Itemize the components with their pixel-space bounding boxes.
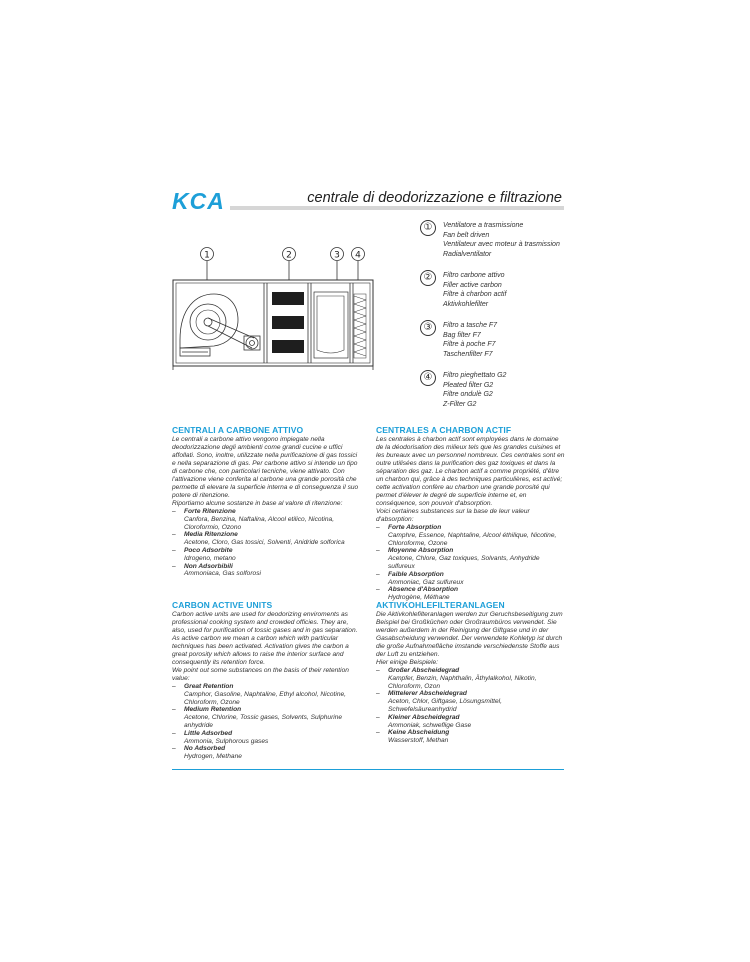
- retention-list: [376, 524, 566, 602]
- legend-line-de: Taschenfilter F7: [443, 350, 493, 358]
- page-subtitle: centrale di deodorizzazione e filtrazione: [307, 190, 562, 206]
- item-title: Forte Absorption: [388, 524, 442, 531]
- legend-item: [420, 370, 580, 420]
- component-legend: [420, 220, 580, 420]
- item-title: Little Adsorbed: [184, 729, 233, 737]
- callout-number-3: 3: [334, 250, 340, 261]
- carbon-filter-block-3: [272, 340, 304, 353]
- item-title: Moyenne Absorption: [388, 547, 454, 555]
- legend-line-de: Aktivkohlefilter: [443, 300, 489, 308]
- legend-item: [420, 220, 580, 270]
- section-intro: Voici certaines substances sur la base de leur valeur d'absorption:: [376, 508, 530, 523]
- item-desc: Camphor, Gasoline, Naphtaline, Ethyl alcohol, Nicotine, Chloroform, Ozone: [184, 690, 347, 706]
- carbon-filter-block-1: [272, 292, 304, 305]
- footer-divider: [172, 769, 564, 770]
- item-desc: Hydrogen, Methane: [184, 753, 242, 761]
- list-item: – Forte Absorption Camphre, Essence, Naphtaline, Alcool éthilique, Nicotine, Chloroforme, Ozone: [376, 524, 566, 547]
- legend-line-it: Ventilatore a trasmissione: [443, 222, 524, 229]
- item-desc: Acetone, Chlorine, Tossic gases, Solvents, Sulphurine anhydride: [184, 714, 343, 729]
- item-desc: Kampfer, Benzin, Naphthalin, Äthylalkohol, Nikotin, Chloroform, Ozon: [388, 674, 537, 690]
- retention-list: [172, 683, 362, 761]
- section-body: Die Aktivkohlefilteranlagen werden zur Geruchsbeseitigung zum Beispiel bei Großküchen oder Großraumbüros verwendet. Sie werden außerdem in der Reinigung der Giftgase und in der Gasabscheidung verwendet. Der verwendete Kohletyp ist durch die große Aufnahmefläche imstande verschiedenste Stoffe aus der Luft zu entziehen.: [376, 611, 563, 658]
- list-item: – No Adsorbed Hydrogen, Methane: [172, 745, 362, 761]
- fan-wheel: [190, 304, 226, 340]
- unit-diagram: [172, 244, 392, 374]
- section-title: CARBON ACTIVE UNITS: [172, 600, 273, 610]
- item-title: Forte Ritenzione: [184, 508, 236, 515]
- item-title: Poco Adsorbite: [184, 546, 233, 554]
- list-item: – Poco Adsorbite Idrogeno, metano: [172, 547, 362, 563]
- item-desc: Ammoniaca, Gas solforosi: [184, 570, 261, 578]
- callout-number-1: 1: [204, 250, 210, 261]
- legend-line-en: Bag filter F7: [443, 331, 481, 339]
- section-german: [376, 600, 566, 745]
- carbon-filter-block-2: [272, 316, 304, 329]
- item-desc: Ammoniac, Gaz sulfureux: [388, 578, 464, 586]
- section-intro: Hier einige Beispiele:: [376, 659, 438, 666]
- section-italian: [172, 425, 362, 578]
- section-intro: We point out some substances on the basis of their retention value:: [172, 667, 349, 682]
- section-english: [172, 600, 362, 761]
- item-title: No Adsorbed: [184, 745, 226, 753]
- legend-number: ③: [420, 320, 436, 336]
- legend-line-it: Filtro carbone attivo: [443, 272, 505, 279]
- list-item: – Mittelerer Abscheidegrad Aceton, Chlor, Giftgase, Lösungsmittel, Schwefelsäureanhydrid: [376, 690, 566, 713]
- legend-number: ①: [420, 220, 436, 236]
- section-body: Les centrales à charbon actif sont employées dans le domaine de la déodorisation des milieux tels que les grandes cuisines et les bureaux avec un personnel nombreux. Ces centrales sont en outre utilisées dans la purification des gaz toxiques et dans la séparation des gaz. Le charbon actif a comme propriété, d'être un charbon qui, grâce à des techniques particulières, est activé; cette activation confère au charbon une grande porosité qui permet d'élever le degré de superficie interne et, en conséquence, son pouvoir d'absorption.: [376, 436, 565, 507]
- drive-belt: [208, 318, 254, 338]
- item-title: Absence d'Absorption: [388, 586, 459, 594]
- item-title: Great Retention: [184, 683, 234, 690]
- legend-item: [420, 320, 580, 370]
- section-body: Le centrali a carbone attivo vengono impiegate nella deodorizzazione degli ambienti come grandi cucine e uffici affollati. Sono, inoltre, utilizzate nella purificazione di gas tossici e nella separazione di gas. Per carbone attivo si intende un tipo di carbone che, con particolari tecniche, viene attivato. Con l'attivazione viene conferita al carbone una grande porosità che permette di elevare la superficie interna e di conseguenza il suo potere di ritenzione.: [172, 436, 359, 499]
- item-title: Media Ritenzione: [184, 531, 238, 539]
- list-item: – Forte Ritenzione Canfora, Benzina, Naftalina, Alcool etilico, Nicotina, Cloroformio, Ozono: [172, 508, 362, 531]
- item-title: Faible Absorption: [388, 570, 444, 578]
- section-french: [376, 425, 566, 602]
- list-item: – Faible Absorption Ammoniac, Gaz sulfureux: [376, 571, 566, 587]
- retention-list: [172, 508, 362, 578]
- section-title: CENTRALI A CARBONE ATTIVO: [172, 425, 304, 435]
- legend-line-it: Filtro pieghettato G2: [443, 372, 507, 379]
- item-desc: Wasserstoff, Methan: [388, 737, 449, 745]
- item-title: Medium Retention: [184, 706, 242, 714]
- item-title: Mittelerer Abscheidegrad: [388, 690, 467, 698]
- header-divider-bar: [230, 206, 564, 210]
- item-desc: Acetone, Chlore, Gaz toxiques, Solvants, Anhydride sulfureux: [388, 555, 540, 570]
- list-item: – Absence d'Absorption Hydrogène, Méthane: [376, 586, 566, 602]
- list-item: – Medium Retention Acetone, Chlorine, Tossic gases, Solvents, Sulphurine anhydride: [172, 706, 362, 729]
- item-title: Kleiner Abscheidegrad: [388, 713, 460, 721]
- list-item: – Media Ritenzione Acetone, Cloro, Gas tossici, Solventi, Anidride solforica: [172, 531, 362, 547]
- callout-number-4: 4: [355, 250, 361, 261]
- callout-number-2: 2: [286, 250, 292, 261]
- item-desc: Aceton, Chlor, Giftgase, Lösungsmittel, Schwefelsäureanhydrid: [388, 698, 502, 713]
- legend-line-fr: Filtre à charbon actif: [443, 291, 507, 298]
- legend-line-de: Radialventilator: [443, 250, 492, 258]
- section-title: CENTRALES A CHARBON ACTIF: [376, 425, 512, 435]
- section-intro: Riportiamo alcune sostanze in base al valore di ritenzione:: [172, 500, 343, 507]
- item-desc: Ammonia, Sulphorous gases: [184, 737, 269, 745]
- item-desc: Canfora, Benzina, Naftalina, Alcool etilico, Nicotina, Cloroformio, Ozono: [184, 515, 335, 531]
- legend-line-de: Z-Filter G2: [443, 400, 477, 408]
- list-item: – Non Adsorbibili Ammoniaca, Gas solforosi: [172, 563, 362, 579]
- item-title: Non Adsorbibili: [184, 562, 233, 570]
- list-item: – Kleiner Abscheidegrad Ammoniak, schweflige Gase: [376, 714, 566, 730]
- item-desc: Idrogeno, metano: [184, 554, 236, 562]
- legend-line-en: Filler active carbon: [443, 281, 502, 289]
- bag-filter: [314, 292, 348, 358]
- item-desc: Ammoniak, schweflige Gase: [388, 721, 472, 729]
- legend-line-fr: Ventilateur avec moteur à trasmission: [443, 241, 560, 248]
- pleated-filter: [354, 294, 366, 358]
- legend-line-it: Filtro a tasche F7: [443, 322, 498, 329]
- item-desc: Camphre, Essence, Naphtaline, Alcool éthilique, Nicotine, Chloroforme, Ozone: [388, 531, 557, 547]
- legend-line-en: Pleated filter G2: [443, 381, 494, 389]
- list-item: – Großer Abscheidegrad Kampfer, Benzin, Naphthalin, Äthylalkohol, Nikotin, Chloroform, Ozon: [376, 667, 566, 690]
- legend-item: [420, 270, 580, 320]
- legend-number: ②: [420, 270, 436, 286]
- legend-line-en: Fan belt driven: [443, 231, 490, 239]
- item-desc: Hydrogène, Méthane: [388, 594, 450, 602]
- list-item: – Great Retention Camphor, Gasoline, Naphtaline, Ethyl alcohol, Nicotine, Chloroform, Ozone: [172, 683, 362, 706]
- list-item: – Keine Abscheidung Wasserstoff, Methan: [376, 729, 566, 745]
- list-item: – Moyenne Absorption Acetone, Chlore, Gaz toxiques, Solvants, Anhydride sulfureux: [376, 547, 566, 570]
- list-item: – Little Adsorbed Ammonia, Sulphorous gases: [172, 730, 362, 746]
- legend-number: ④: [420, 370, 436, 386]
- retention-list: [376, 667, 566, 745]
- legend-line-fr: Filtre ondulè G2: [443, 391, 493, 398]
- item-title: Großer Abscheidegrad: [388, 667, 460, 674]
- kca-logo: KCA: [172, 188, 225, 214]
- item-desc: Acetone, Cloro, Gas tossici, Solventi, Anidride solforica: [184, 539, 345, 547]
- legend-line-fr: Filtre à poche F7: [443, 341, 496, 348]
- section-title: AKTIVKOHLEFILTERANLAGEN: [376, 600, 505, 610]
- page-header: [172, 188, 564, 214]
- section-body: Carbon active units are used for deodorizing enviroments as professional cooking system and crowded officies. They are, also, used for purification of tossic gases and in gas separation. As active carbon we mean a carbon which with particular techniques has been activated. Activation gives the carbon a great porosity which allows to raise the interior surface and consequently its retention force.: [172, 611, 358, 666]
- item-title: Keine Abscheidung: [388, 729, 450, 737]
